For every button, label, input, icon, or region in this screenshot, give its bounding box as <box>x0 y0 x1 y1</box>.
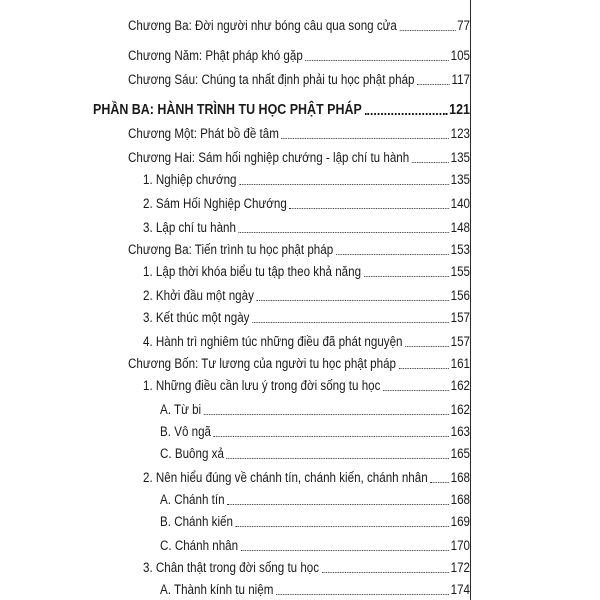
toc-entry-title: 1. Nghiệp chướng <box>143 172 237 187</box>
toc-entry-title: Chương Ba: Đời người như bóng câu qua song cửa <box>128 18 397 33</box>
dot-leader <box>289 207 448 209</box>
toc-page-number: 105 <box>450 48 470 63</box>
dot-leader <box>364 275 449 277</box>
toc-entry-title: A. Từ bi <box>160 402 202 417</box>
toc-page-number: 135 <box>450 172 470 187</box>
toc-page-number: 168 <box>450 492 470 507</box>
toc-page-number: 165 <box>450 446 470 461</box>
dot-leader <box>236 525 449 527</box>
dot-leader <box>412 161 449 163</box>
toc-entry-title: 3. Kết thúc một ngày <box>143 310 250 325</box>
dot-leader <box>252 321 449 323</box>
toc-entry-title: A. Chánh tín <box>160 492 225 507</box>
toc-entry <box>160 486 470 510</box>
toc-entry <box>128 144 470 168</box>
dot-leader <box>305 59 449 61</box>
toc-page-number: 77 <box>457 18 470 33</box>
toc-page-number: 162 <box>450 402 470 417</box>
toc-entry-title: Chương Sáu: Chúng ta nhất định phải tu học phật pháp <box>128 72 415 87</box>
toc-entry-title: 1. Lập thời khóa biểu tu tập theo khả năng <box>143 264 362 279</box>
dot-leader <box>399 29 455 31</box>
toc-page-number: 155 <box>450 264 470 279</box>
toc-entry <box>128 66 470 90</box>
toc-entry-title: 2. Khởi đầu một ngày <box>143 288 254 303</box>
toc-page-number: 170 <box>450 538 470 553</box>
dot-leader <box>405 345 449 347</box>
toc-entry <box>128 236 470 260</box>
toc-entry <box>160 396 470 420</box>
dot-leader <box>322 571 449 573</box>
dot-leader <box>383 389 449 391</box>
toc-entry <box>143 304 470 328</box>
toc-page-number: 161 <box>450 356 470 371</box>
toc-entry-title: Chương Bốn: Tư lương của người tu học phật pháp <box>128 356 397 371</box>
toc-entry-title: 1. Những điều cần lưu ý trong đời sống tu học <box>143 378 381 393</box>
toc-page-number: 123 <box>450 126 470 141</box>
toc-entry-title: B. Vô ngã <box>160 424 211 439</box>
toc-page-number: 157 <box>450 310 470 325</box>
toc-page-number: 169 <box>450 514 470 529</box>
toc-entry <box>143 328 470 352</box>
toc-entry-title: Chương Một: Phát bồ đề tâm <box>128 126 279 141</box>
toc-entry <box>160 576 470 600</box>
toc-entry-title: 2. Sám Hối Nghiệp Chướng <box>143 196 287 211</box>
toc-page-number: 153 <box>450 242 470 257</box>
toc-entry <box>143 258 470 282</box>
dot-leader <box>399 367 449 369</box>
toc-entry <box>128 120 470 144</box>
toc-entry-title: Chương Hai: Sám hối nghiệp chướng - lập chí tu hành <box>128 150 410 165</box>
toc-entry-title: PHẦN BA: HÀNH TRÌNH TU HỌC PHẬT PHÁP <box>93 102 362 118</box>
toc-page-number: 121 <box>449 102 470 118</box>
toc-page-number: 148 <box>450 220 470 235</box>
toc-entry-title: Chương Năm: Phật pháp khó gặp <box>128 48 303 63</box>
toc-page-number: 140 <box>450 196 470 211</box>
dot-leader <box>430 481 449 483</box>
toc-entry <box>128 350 470 374</box>
toc-part-heading <box>93 96 470 120</box>
dot-leader <box>204 413 449 415</box>
dot-leader <box>227 503 449 505</box>
dot-leader <box>276 593 449 595</box>
dot-leader <box>239 183 449 185</box>
dot-leader <box>417 83 450 85</box>
toc-entry-title: C. Chánh nhân <box>160 538 239 553</box>
toc-entry <box>160 418 470 442</box>
toc-entry <box>143 372 470 396</box>
toc-page-number: 156 <box>450 288 470 303</box>
toc-entry <box>160 532 470 556</box>
toc-page-number: 157 <box>450 334 470 349</box>
toc-entry <box>143 214 470 238</box>
toc-entry-title: 3. Lập chí tu hành <box>143 220 236 235</box>
toc-entry <box>143 464 470 488</box>
toc-entry <box>128 42 470 66</box>
toc-entry <box>160 440 470 464</box>
toc-entry-title: 3. Chân thật trong đời sống tu học <box>143 560 320 575</box>
toc-entry-title: A. Thành kính tu niệm <box>160 582 274 597</box>
toc-page-number: 172 <box>450 560 470 575</box>
dot-leader <box>214 435 449 437</box>
toc-entry <box>143 282 470 306</box>
dot-leader <box>256 299 448 301</box>
toc-entry-title: B. Chánh kiến <box>160 514 233 529</box>
toc-page-number: 135 <box>450 150 470 165</box>
toc-page-number: 174 <box>450 582 470 597</box>
toc-page-number: 117 <box>451 72 470 87</box>
toc-page-number: 168 <box>450 470 470 485</box>
dot-leader <box>239 231 449 233</box>
toc-entry-title: C. Buông xả <box>160 446 224 461</box>
margin-line <box>470 0 471 600</box>
toc-entry-title: 4. Hành trì nghiêm túc những điều đã phát nguyện <box>143 334 403 349</box>
toc-entry-title: Chương Ba: Tiến trình tu học phật pháp <box>128 242 334 257</box>
dot-leader <box>281 137 448 139</box>
dot-leader <box>241 549 449 551</box>
toc-entry <box>128 12 470 36</box>
toc-entry-title: 2. Nên hiểu đúng về chánh tín, chánh kiến, chánh nhân <box>143 470 428 485</box>
toc-page-number: 162 <box>450 378 470 393</box>
dot-leader <box>336 253 449 255</box>
toc-page-number: 163 <box>450 424 470 439</box>
toc-entry <box>160 508 470 532</box>
toc-entry <box>143 166 470 190</box>
toc-entry <box>143 190 470 214</box>
dot-leader <box>226 457 448 459</box>
dot-leader <box>364 112 447 115</box>
toc-entry <box>143 554 470 578</box>
